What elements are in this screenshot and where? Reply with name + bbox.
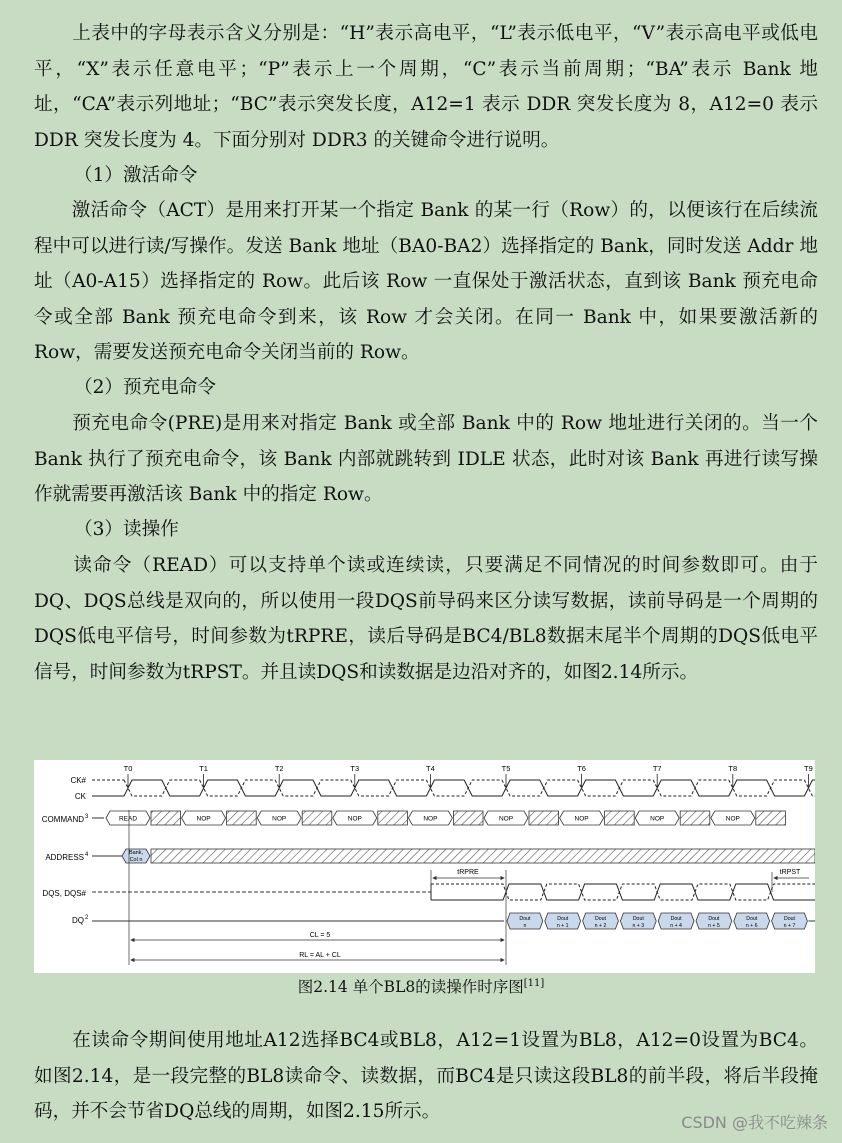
command-label: NOP <box>650 815 665 823</box>
time-label: T8 <box>728 764 738 773</box>
address-waveform <box>92 849 815 863</box>
dout-label: Dout <box>746 916 758 922</box>
paragraph-bc4-bl8: 在读命令期间使用地址A12选择BC4或BL8，A12=1设置为BL8，A12=0设置为BC4。如图2.14，是一段完整的BL8读命令、读数据，而BC4是只读这段BL8的前半段，将后半段掩码，并不会节省DQ总线的周期，如图2.15所示。 <box>34 1030 818 1122</box>
dout-label: Dout <box>519 916 531 922</box>
dout-label: Dout <box>595 916 606 922</box>
command-label: NOP <box>725 815 740 823</box>
dout-index: n + 6 <box>745 923 758 929</box>
command-waveform <box>92 811 785 825</box>
rl-label: RL = AL + CL <box>299 952 341 959</box>
command-label: NOP <box>347 815 362 823</box>
clock-waveform <box>92 780 815 796</box>
time-label: T3 <box>350 764 360 773</box>
dout-index: n + 2 <box>594 923 607 929</box>
time-label: T9 <box>804 764 813 773</box>
signal-label-address: ADDRESS <box>45 853 84 862</box>
signal-note-address: 4 <box>85 852 89 858</box>
csdn-watermark: CSDN @我不吃辣条 <box>681 1113 828 1132</box>
paragraph-activate-command: 激活命令（ACT）是用来打开某一个指定 Bank 的某一行（Row）的，以便该行在后续流程中可以进行读/写操作。发送 Bank 地址（BA0-BA2）选择指定的 Bank，同时发送 Addr 地址（A0-A15）选择指定的 Row。此后该 Row 一直保处于激活状态，直到该 Bank 预充电命令或全部 Bank 预充电命令到来，该 Row 才会关闭。在同一 Bank 中，如果要激活新的 Row，需要发送预充电命令关闭当前的 Row。 <box>34 200 818 363</box>
signal-label-command: COMMAND <box>41 815 84 824</box>
dout-index: n <box>523 923 527 929</box>
figure-caption-text: 图2.14 单个BL8的读操作时序图 <box>297 978 524 997</box>
paragraph-read-operation: 读命令（READ）可以支持单个读或连续读，只要满足不同情况的时间参数即可。由于DQ、DQS总线是双向的，所以使用一段DQS前导码来区分读写数据，读前导码是一个周期的DQS低电平信号，时间参数为tRPRE，读后导码是BC4/BL8数据末尾半个周期的DQS低电平信号，时间参数为tRPST。并且读DQS和读数据是边沿对齐的，如图2.14所示。 <box>34 555 818 683</box>
time-label: T2 <box>274 764 284 773</box>
time-label: T4 <box>426 764 435 773</box>
command-label: READ <box>118 815 138 823</box>
trpst-label: tRPST <box>779 869 801 876</box>
paragraph-letter-meanings: 上表中的字母表示含义分别是：“H”表示高电平，“L”表示低电平，“V”表示高电平或低电平，“X”表示任意电平；“P”表示上一个周期，“C”表示当前周期；“BA”表示 Bank 地址，“CA”表示列地址；“BC”表示突发长度，A12=1 表示 DDR 突发长度为 8，A12=0 表示 DDR 突发长度为 4。下面分别对 DDR3 的关键命令进行说明。 <box>34 23 818 151</box>
dout-label: Dout <box>708 916 720 922</box>
dout-index: n + 3 <box>632 923 645 929</box>
time-labels <box>124 764 813 788</box>
heading-precharge-command: （2）预充电命令 <box>74 377 216 398</box>
signal-note-command: 3 <box>85 814 89 820</box>
address-value-line2: Col n <box>129 857 143 863</box>
trpre-label: tRPRE <box>457 869 479 876</box>
time-label: T1 <box>199 764 208 773</box>
dout-index: n + 7 <box>783 923 796 929</box>
signal-label-ck: CK <box>74 792 86 801</box>
timing-annotations <box>129 810 809 965</box>
figure-caption <box>0 973 842 998</box>
heading-read-operation: （3）读操作 <box>74 519 179 540</box>
dout-index: n + 1 <box>556 923 569 929</box>
dout-index: n + 4 <box>670 923 682 929</box>
dout-label: Dout <box>557 916 569 922</box>
dout-label: Dout <box>670 916 682 922</box>
signal-label-ck-n: CK# <box>70 776 86 785</box>
timing-diagram <box>34 760 815 973</box>
time-label: T0 <box>123 764 133 773</box>
figure-caption-ref: [11] <box>523 978 545 989</box>
dout-index: n + 5 <box>708 923 720 929</box>
command-label: NOP <box>498 815 514 823</box>
dq-waveform <box>92 913 815 929</box>
time-label: T7 <box>652 764 662 773</box>
heading-activate-command: （1）激活命令 <box>74 165 198 186</box>
signal-label-dqs: DQS, DQS# <box>42 889 86 898</box>
command-label: NOP <box>423 815 438 823</box>
dout-label: Dout <box>784 916 795 922</box>
dqs-waveform <box>92 884 815 900</box>
time-label: T5 <box>501 764 511 773</box>
paragraph-precharge-command: 预充电命令(PRE)是用来对指定 Bank 或全部 Bank 中的 Row 地址进行关闭的。当一个 Bank 执行了预充电命令，该 Bank 内部就跳转到 IDLE 状态，此时对该 Bank 再进行读写操作就需要再激活该 Bank 中的指定 Row。 <box>34 413 818 505</box>
address-value-line1: Bank, <box>128 850 144 856</box>
signal-label-dq: DQ <box>72 916 84 925</box>
cl-label: CL = 5 <box>309 932 331 939</box>
signal-note-dq: 2 <box>85 915 89 921</box>
time-label: T6 <box>577 764 586 773</box>
command-label: NOP <box>272 815 287 823</box>
dout-label: Dout <box>632 916 644 922</box>
command-label: NOP <box>196 815 211 823</box>
command-label: NOP <box>574 815 589 823</box>
